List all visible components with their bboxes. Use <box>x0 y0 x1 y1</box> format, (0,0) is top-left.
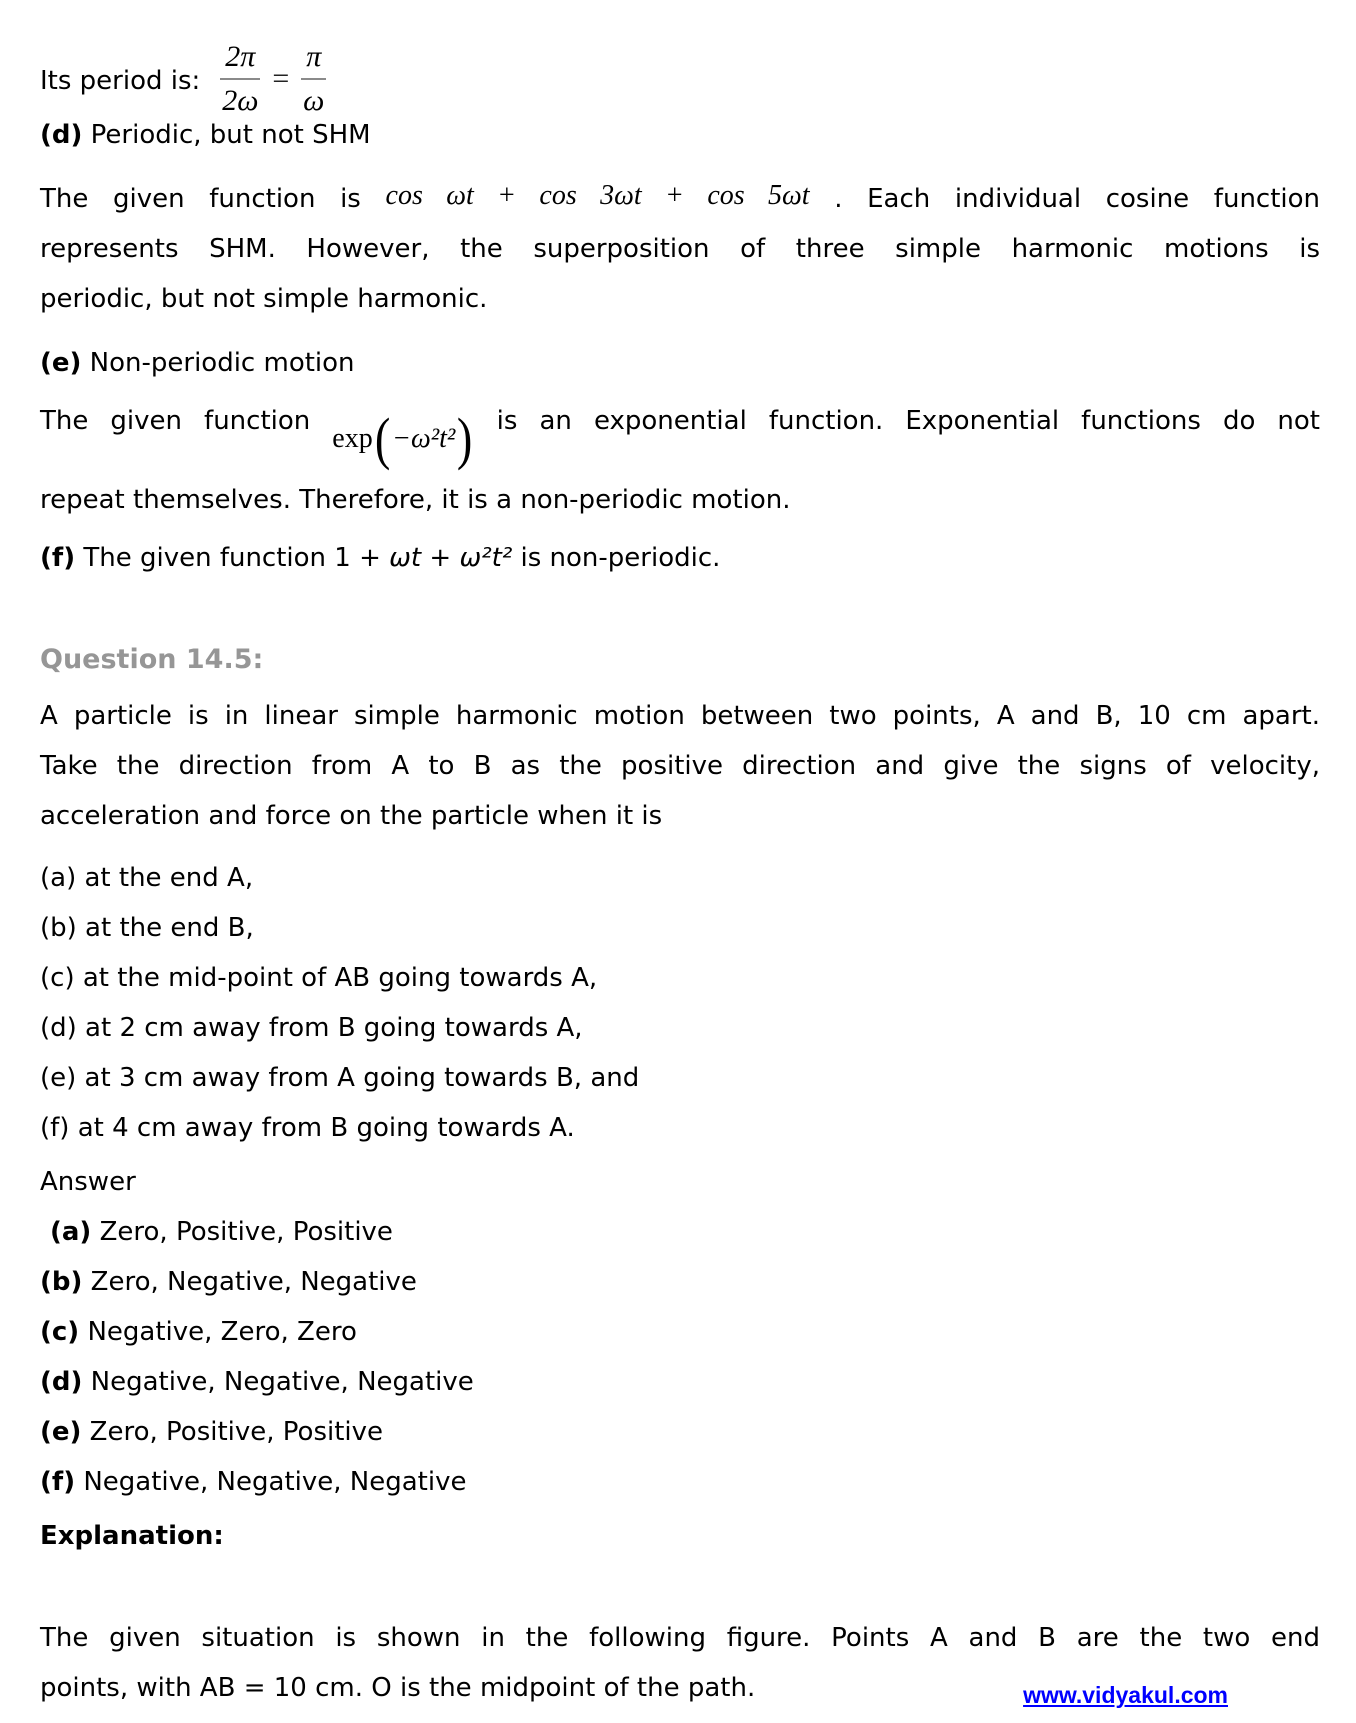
paragraph-line: acceleration and force on the particle when it is <box>40 801 663 831</box>
item-text: is non-periodic. <box>520 543 721 573</box>
exp-function-name: exp <box>332 423 373 454</box>
question-heading: Question 14.5: <box>40 644 264 675</box>
answer-prefix: (e) <box>40 1417 82 1447</box>
fraction-denominator: ω <box>303 84 325 117</box>
question-paragraph <box>40 691 1320 841</box>
explanation-heading: Explanation: <box>40 1521 224 1551</box>
answer-item <box>40 1357 1320 1407</box>
item-prefix: (f) <box>40 543 76 573</box>
answer-prefix: (d) <box>40 1367 83 1397</box>
paragraph-text: The given function <box>40 406 311 436</box>
answer-text: Negative, Negative, Negative <box>83 1467 467 1497</box>
inline-omega-formula: ωt + ω²t² <box>389 543 513 573</box>
question-item: (e) at 3 cm away from A going towards B, and <box>40 1063 640 1093</box>
item-text: Non-periodic motion <box>89 348 355 378</box>
paragraph-text: . Each individual cosine function <box>834 184 1321 214</box>
answer-item <box>40 1257 1320 1307</box>
paragraph-text: is an exponential function. Exponential functions do not <box>496 406 1321 436</box>
period-formula-row <box>40 40 1320 117</box>
paragraph-line <box>40 174 1320 224</box>
close-paren: ) <box>457 406 473 471</box>
equals-sign: = <box>272 62 290 95</box>
answer-item <box>40 1407 1320 1457</box>
fraction-denominator: 2ω <box>222 84 259 117</box>
item-text: The given function 1 + <box>83 543 381 573</box>
fraction-numerator: 2π <box>220 40 260 80</box>
fraction-2pi-over-2w <box>220 40 260 118</box>
question-item: (b) at the end B, <box>40 913 254 943</box>
answer-prefix: (a) <box>50 1217 92 1247</box>
fraction-pi-over-w <box>301 40 326 118</box>
answer-text: Negative, Zero, Zero <box>87 1317 357 1347</box>
answer-item <box>40 1207 1320 1257</box>
paragraph-line: repeat themselves. Therefore, it is a non-periodic motion. <box>40 485 791 515</box>
answer-text: Zero, Positive, Positive <box>99 1217 393 1247</box>
answer-prefix: (b) <box>40 1267 83 1297</box>
answer-prefix: (c) <box>40 1317 80 1347</box>
paragraph-line: points, with AB = 10 cm. O is the midpoint of the path. <box>40 1673 756 1703</box>
paragraph-line: A particle is in linear simple harmonic motion between two points, A and B, 10 cm apart. <box>40 701 1320 731</box>
item-d-line <box>40 110 1320 160</box>
exp-paragraph <box>40 396 1320 525</box>
answer-label: Answer <box>40 1167 136 1197</box>
answer-prefix: (f) <box>40 1467 76 1497</box>
period-formula <box>220 40 326 118</box>
answer-text: Zero, Positive, Positive <box>89 1417 384 1447</box>
paragraph-text: The given function is <box>40 184 361 214</box>
fraction-numerator: π <box>301 40 326 80</box>
question-item: (f) at 4 cm away from B going towards A. <box>40 1113 575 1143</box>
question-item: (c) at the mid-point of AB going towards A, <box>40 963 598 993</box>
period-label: Its period is: <box>40 66 201 96</box>
item-e-line <box>40 338 1320 388</box>
open-paren: ( <box>374 406 391 471</box>
paragraph-line: represents SHM. However, the superposition of three simple harmonic motions is <box>40 234 1320 264</box>
exp-formula <box>332 403 474 475</box>
vidyakul-link[interactable]: www.vidyakul.com <box>1023 1682 1228 1708</box>
item-f-line <box>40 533 1320 583</box>
answer-text: Negative, Negative, Negative <box>90 1367 474 1397</box>
answer-item <box>40 1457 1320 1507</box>
answer-item <box>40 1307 1320 1357</box>
exp-formula-body: −ω²t² <box>392 423 456 454</box>
item-text: Periodic, but not SHM <box>90 120 371 150</box>
paragraph-line: Take the direction from A to B as the positive direction and give the signs of velocity, <box>40 751 1320 781</box>
cos-paragraph <box>40 174 1320 324</box>
item-prefix: (e) <box>40 348 82 378</box>
paragraph-line: periodic, but not simple harmonic. <box>40 284 488 314</box>
inline-cos-formula: cos ωt + cos 3ωt + cos 5ωt <box>385 180 810 211</box>
paragraph-line: The given situation is shown in the following figure. Points A and B are the two end <box>40 1623 1320 1653</box>
question-item: (d) at 2 cm away from B going towards A, <box>40 1013 583 1043</box>
paragraph-line <box>40 396 1320 475</box>
question-item: (a) at the end A, <box>40 863 254 893</box>
item-prefix: (d) <box>40 120 83 150</box>
answer-text: Zero, Negative, Negative <box>90 1267 417 1297</box>
